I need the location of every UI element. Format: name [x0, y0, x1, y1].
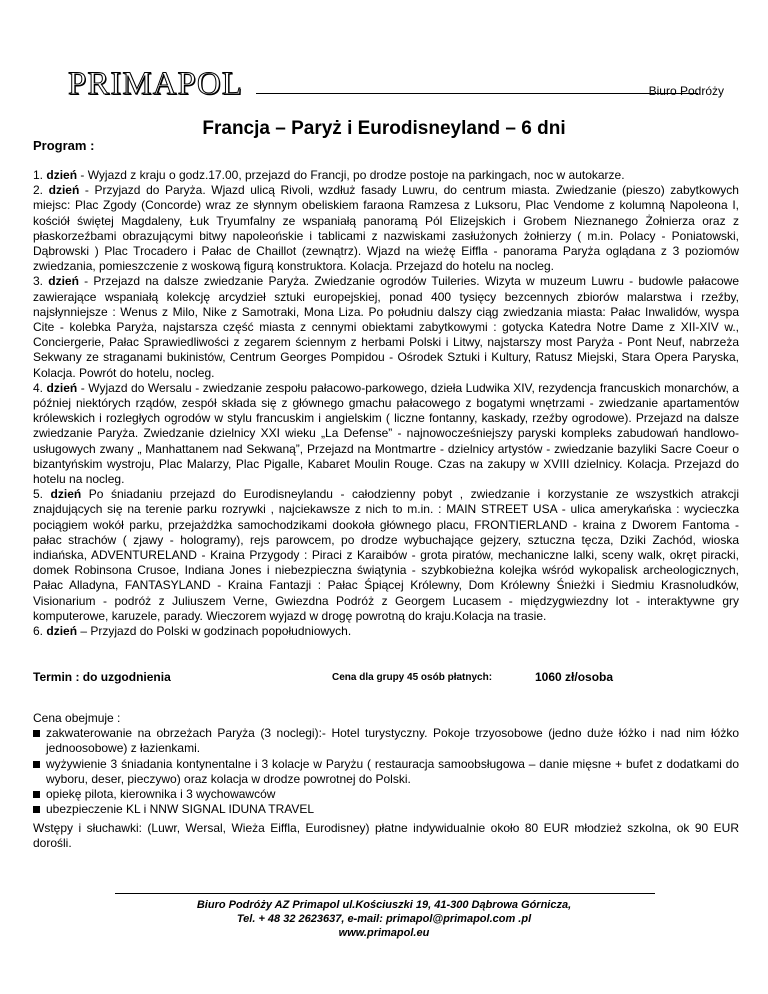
- company-logo: PRIMAPOL: [68, 66, 243, 102]
- day-number: 1.: [33, 168, 44, 182]
- day-description: - Wyjazd do Wersalu - zwiedzanie zespołu pałacowo-parkowego, dzieła Ludwika XIV, rezydencja francuskich monarchów, a później niektórych rządów, zespół składa się z głównego gmachu pałacowego z bogatymi wnętrzami - zwiedzanie apartamentów królewskich i rozległych ogrodów w stylu francuskim i angielskim ( liczne fontanny, kaskady, rzeźby ogrodowe). Przejazd na dalsze zwiedzanie Paryża. Zwiedzanie dzielnicy XXI wieku „La Defense” - najnowocześniejszy paryski kompleks zabudowań handlowo-usługowych zwany „ Manhattanem nad Sekwaną”, Przejazd na Montmartre - dzielnicy artystów - zwiedzanie bazyliki Sacre Coeur o bizantyńskim wystroju, Plac Malarzy, Plac Pigalle, Kabaret Moulin Rouge. Czas na zakupy w XVIII dzielnicy. Kolacja. Przejazd do hotelu na nocleg.: [33, 380, 739, 487]
- price-value: 1060 zł/osoba: [535, 670, 614, 684]
- square-bullet-icon: [33, 730, 40, 737]
- document-title: Francja – Paryż i Eurodisneyland – 6 dni: [202, 118, 566, 139]
- footer-address: Biuro Podróży AZ Primapol ul.Kościuszki 19, 41-300 Dąbrowa Górnicza,: [196, 899, 572, 911]
- term-date: Termin : do uzgodnienia: [33, 670, 171, 684]
- day-label: dzień: [50, 487, 82, 502]
- list-item: wyżywienie 3 śniadania kontynentalne i 3 kolacje w Paryżu ( restauracja samoobsługowa – danie mięsne + bufet z dodatkami do wyboru, deser, pieczywo) oraz kolacja w drodze powrotnej do Polski.: [33, 757, 739, 787]
- extra-fees-note: Wstępy i słuchawki: (Luwr, Wersal, Wieża Eiffla, Eurodisney) płatne indywidualnie około 80 EUR młodzież szkolna, ok 90 EUR dorośli.: [33, 821, 739, 851]
- day-number: 2.: [33, 183, 44, 198]
- price-label: Cena dla grupy 45 osób płatnych:: [332, 672, 493, 683]
- day-number: 6.: [33, 624, 44, 639]
- terms-row: [33, 670, 739, 688]
- day-label: dzień: [46, 380, 78, 395]
- square-bullet-icon: [33, 806, 40, 813]
- day-label: dzień: [48, 274, 79, 289]
- program-label: Program :: [33, 138, 95, 153]
- includes-list: [33, 726, 739, 817]
- letterhead: [68, 62, 726, 102]
- itinerary-day-4: [33, 381, 739, 487]
- price-includes: [33, 711, 739, 817]
- itinerary-day-3: [33, 274, 739, 380]
- square-bullet-icon: [33, 791, 40, 798]
- footer-divider: [115, 893, 655, 894]
- day-number: 4.: [33, 380, 44, 395]
- day-description: Po śniadaniu przejazd do Eurodisneylandu - całodzienny pobyt , zwiedzanie i korzystanie ze wszystkich atrakcji znajdujących się na terenie parku rozrywki , najciekawsze z nich to m.in. : MAIN STREET USA - ulica amerykańska : wycieczka pociągiem wokół parku, przejażdżka samochodzikami dookoła głównego placu, FRONTIERLAND - kraina z Dworem Fantoma - pałac strachów ( zjawy - hologramy), rejs parowcem, po drodze wybuchające gejzery, sztuczna tęcza, Dziki Zachód, wioska indiańska, ADVENTURELAND - Kraina Przygody : Piraci z Karaibów - grota piratów, mechaniczne lalki, sceny walk, okręt piracki, domek Robinsona Crusoe, Indiana Jones i niebezpieczna świątynia - szybkobieżna kolejka wśród wykopalisk archeologicznych, Pałac Alladyna, FANTASYLAND - Kraina Fantazji : Pałac Śpiącej Królewny, Dom Królewny Śnieżki i Siedmiu Krasnoludków, Visionarium - podróż z Juliuszem Verne, Gwiezdna Podróż z Georgem Lucasem - międzygwiezdny lot - interaktywne gry komputerowe, karuzele, parady. Wieczorem wyjazd w drogę powrotną do kraju.Kolacja na trasie.: [33, 487, 739, 623]
- footer: [0, 898, 768, 940]
- day-description: - Przejazd na dalsze zwiedzanie Paryża. Zwiedzanie ogrodów Tuileries. Wizyta w muzeum Luwru - budowle pałacowe zawierające wspaniałą kolekcję arcydzieł sztuki europejskiej, ponad 400 tysięcy bezcennych zbiorów malarstwa i rzeźby, najsłynniejsze : Wenus z Milo, Nike z Samotraki, Mona Liza. Po południu dalszy ciąg zwiedzania miasta: Pałac Inwalidów, wyspa Cite - kolebka Paryża, najstarsza część miasta z cennymi obiektami zabytkowymi : gotycka Katedra Notre Dame z XII-XIV w., Conciergerie, Pałac Sprawiedliwości z zegarem ściennym z herbami Polski i Litwy, najstarszy most Paryża - Pont Neuf, nabrzeża Sekwany ze straganami bukinistów, Centrum Georges Pompidou - Ośrodek Sztuki i Kultury, Ratusz Miejski, Stara Opera Paryska, Kolacja. Powrót do hotelu, nocleg.: [33, 274, 739, 380]
- list-item: opiekę pilota, kierownika i 3 wychowawców: [33, 787, 739, 802]
- list-item: zakwaterowanie na obrzeżach Paryża (3 noclegi):- Hotel turystyczny. Pokoje trzyosobowe (jedno duże łóżko i nad nim łóżko jednoosobowe) z łazienkami.: [33, 726, 739, 756]
- itinerary: [33, 168, 739, 639]
- footer-website: www.primapol.eu: [338, 927, 430, 939]
- day-label: dzień: [46, 168, 78, 182]
- itinerary-day-6: [33, 624, 739, 639]
- day-description: - Wyjazd z kraju o godz.17.00, przejazd do Francji, po drodze postoje na parkingach, noc w autokarze.: [77, 168, 625, 182]
- day-label: dzień: [48, 183, 80, 198]
- itinerary-day-2: [33, 183, 739, 274]
- header-subtitle: Biuro Podróży: [648, 84, 724, 98]
- day-number: 3.: [33, 274, 44, 289]
- header-divider: [256, 93, 698, 94]
- day-description: - Przyjazd do Paryża. Wjazd ulicą Rivoli, wzdłuż fasady Luwru, do centrum miasta. Zwiedzanie (pieszo) zabytkowych miejsc: Plac Zgody (Concorde) wraz ze słynnym obeliskiem faraona Ramzesa z Luksoru, Plac Vendome z kolumną Napoleona I, kościół świętej Magdaleny, Łuk Tryumfalny ze wspaniałą panoramą Pól Elizejskich i Grobem Nieznanego Żołnierza oraz z płaskorzeźbami obrazującymi bitwy napoleońskie i tablicami z nazwiskami zasłużonych żołnierzy ( m.in. Polacy - Poniatowski, Dąbrowski ) Plac Trocadero i Pałac de Chaillot (zewnątrz). Wjazd na wieżę Eiffla - panorama Paryża oglądana z 3 poziomów zwiedzania, pomieszczenie z woskową figurą konstruktora. Kolacja. Przejazd do hotelu na nocleg.: [33, 183, 739, 274]
- day-label: dzień: [46, 624, 78, 639]
- itinerary-day-5: [33, 487, 739, 624]
- list-item: ubezpieczenie KL i NNW SIGNAL IDUNA TRAVEL: [33, 802, 739, 817]
- day-number: 5.: [33, 487, 44, 502]
- itinerary-day-1: [33, 168, 739, 183]
- footer-contact: Tel. + 48 32 2623637, e-mail: primapol@primapol.com .pl: [236, 913, 532, 925]
- square-bullet-icon: [33, 761, 40, 768]
- day-description: – Przyjazd do Polski w godzinach popołudniowych.: [77, 624, 352, 639]
- includes-heading: Cena obejmuje :: [33, 711, 121, 725]
